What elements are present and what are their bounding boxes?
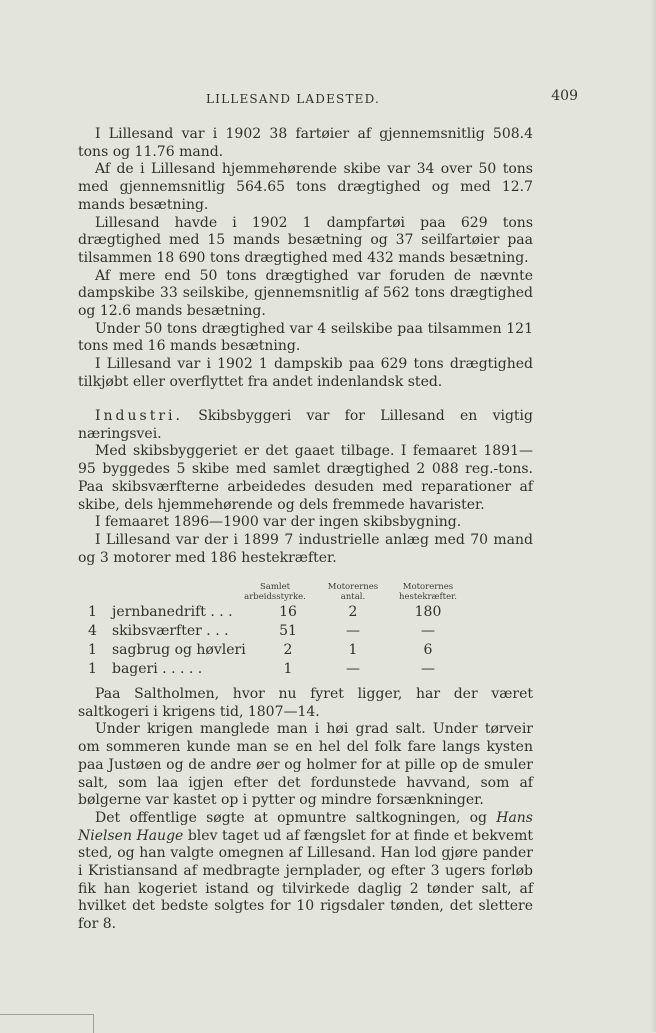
shipping-section <box>78 126 533 392</box>
paragraph: Paa Saltholmen, hvor nu fyret ligger, har der været saltkogeri i krigens tid, 1807—14. <box>78 686 533 720</box>
paragraph: Af de i Lillesand hjemmehørende skibe var 34 over 50 tons med gjennemsnitlig 564.65 tons drægtighed og med 12.7 mands besætning. <box>78 161 533 213</box>
column-header-workforce: Samlet arbeidsstyrke. <box>244 582 306 602</box>
person-name: Hans Nielsen Hauge <box>78 809 533 844</box>
count-cell: 1 <box>88 642 97 658</box>
motors-cell: — <box>346 661 360 677</box>
column-header-horsepower: Motorernes hestekræfter. <box>399 582 457 602</box>
paragraph: I Lillesand var i 1902 1 dampskib paa 629 tons drægtighed tilkjøbt eller overflyttet fra andet indenlandsk sted. <box>78 356 533 390</box>
text-run: Det offentlige søgte at opmuntre saltkogningen, og <box>95 809 497 826</box>
table-row <box>88 604 508 622</box>
label-cell: bageri . . . . . <box>112 661 203 677</box>
column-header-motor-count: Motorernes antal. <box>327 582 379 602</box>
paragraph <box>78 408 533 443</box>
paragraph: Under krigen manglede man i høi grad salt. Under tørveir om sommeren kunde man se en hel del folk fare langs kysten paa Justøen og de andre øer og holmer for at pille op de smuler salt, som laa igjen efter det fordunstede havvand, som af bølgerne var kastet op i pytter og mindre forsænkninger. <box>78 721 533 809</box>
table-row <box>88 623 508 641</box>
label-cell: jernbanedrift . . . <box>112 604 233 620</box>
motors-cell: — <box>346 623 360 639</box>
scan-fold-mark <box>0 1014 94 1033</box>
paragraph: Lillesand havde i 1902 1 dampfartøi paa 629 tons drægtighed med 15 mands besætning og 37 seilfartøier paa tilsammen 18 690 tons drægtighed med 432 mands besætning. <box>78 214 533 266</box>
motors-cell: 2 <box>348 604 358 620</box>
paragraph: Af mere end 50 tons drægtighed var foruden de nævnte dampskibe 33 seilskibe, gjennemsnitlig af 562 tons drægtighed og 12.6 mands besætning. <box>78 267 533 320</box>
workers-cell: 1 <box>283 661 293 677</box>
table-row <box>88 661 508 679</box>
page-number: 409 <box>551 88 578 104</box>
workers-cell: 51 <box>279 623 297 639</box>
section-heading: Industri. <box>95 408 183 424</box>
motors-cell: 1 <box>348 642 358 658</box>
paragraph: Under 50 tons drægtighed var 4 seilskibe paa tilsammen 121 tons med 16 mands besætning. <box>78 320 533 355</box>
count-cell: 1 <box>88 661 97 677</box>
horsepower-cell: — <box>421 623 435 639</box>
section-lead-text: Skibsbyggeri var for Lillesand en vigtig næringsvei. <box>78 408 533 442</box>
workers-cell: 16 <box>279 604 297 620</box>
paragraph <box>78 810 533 934</box>
page-edge-shadow <box>650 0 656 1032</box>
salt-section <box>78 686 533 934</box>
horsepower-cell: 6 <box>423 642 433 658</box>
text-run: blev taget ud af fængslet for at finde et bekvemt sted, og han valgte omegnen af Lillesand. Han lod gjøre pander i Kristiansand af medbragte jernplader, og efter 3 ugers forløb fik han kogeriet istand og tilvirkede daglig 2 tønder salt, af hvilket det bedste solgtes for 10 rigsdaler tønden, det slettere for 8. <box>78 827 534 933</box>
count-cell: 4 <box>88 623 97 639</box>
paragraph: I femaaret 1896—1900 var der ingen skibsbygning. <box>95 514 462 531</box>
running-head <box>78 88 578 110</box>
label-cell: skibsværfter . . . <box>112 623 229 639</box>
horsepower-cell: 180 <box>414 604 442 620</box>
paragraph: I Lillesand var i 1902 38 fartøier af gjennemsnitlig 508.4 tons og 11.76 mand. <box>78 126 533 160</box>
horsepower-cell: — <box>421 661 435 677</box>
count-cell: 1 <box>88 604 97 620</box>
workers-cell: 2 <box>283 642 293 658</box>
table-row <box>88 642 508 660</box>
paragraph: Med skibsbyggeriet er det gaaet tilbage. I femaaret 1891—95 byggedes 5 skibe med samlet drægtighed 2 088 reg.-tons. Paa skibsværfterne arbeidedes desuden med reparationer af skibe, dels hjemmehørende og dels fremmede havarister. <box>78 443 533 513</box>
industry-section <box>78 408 533 567</box>
paragraph: I Lillesand var der i 1899 7 industrielle anlæg med 70 mand og 3 motorer med 186 hestekræfter. <box>78 531 533 566</box>
label-cell: sagbrug og høvleri <box>112 642 246 658</box>
running-title: LILLESAND LADESTED. <box>206 92 381 106</box>
